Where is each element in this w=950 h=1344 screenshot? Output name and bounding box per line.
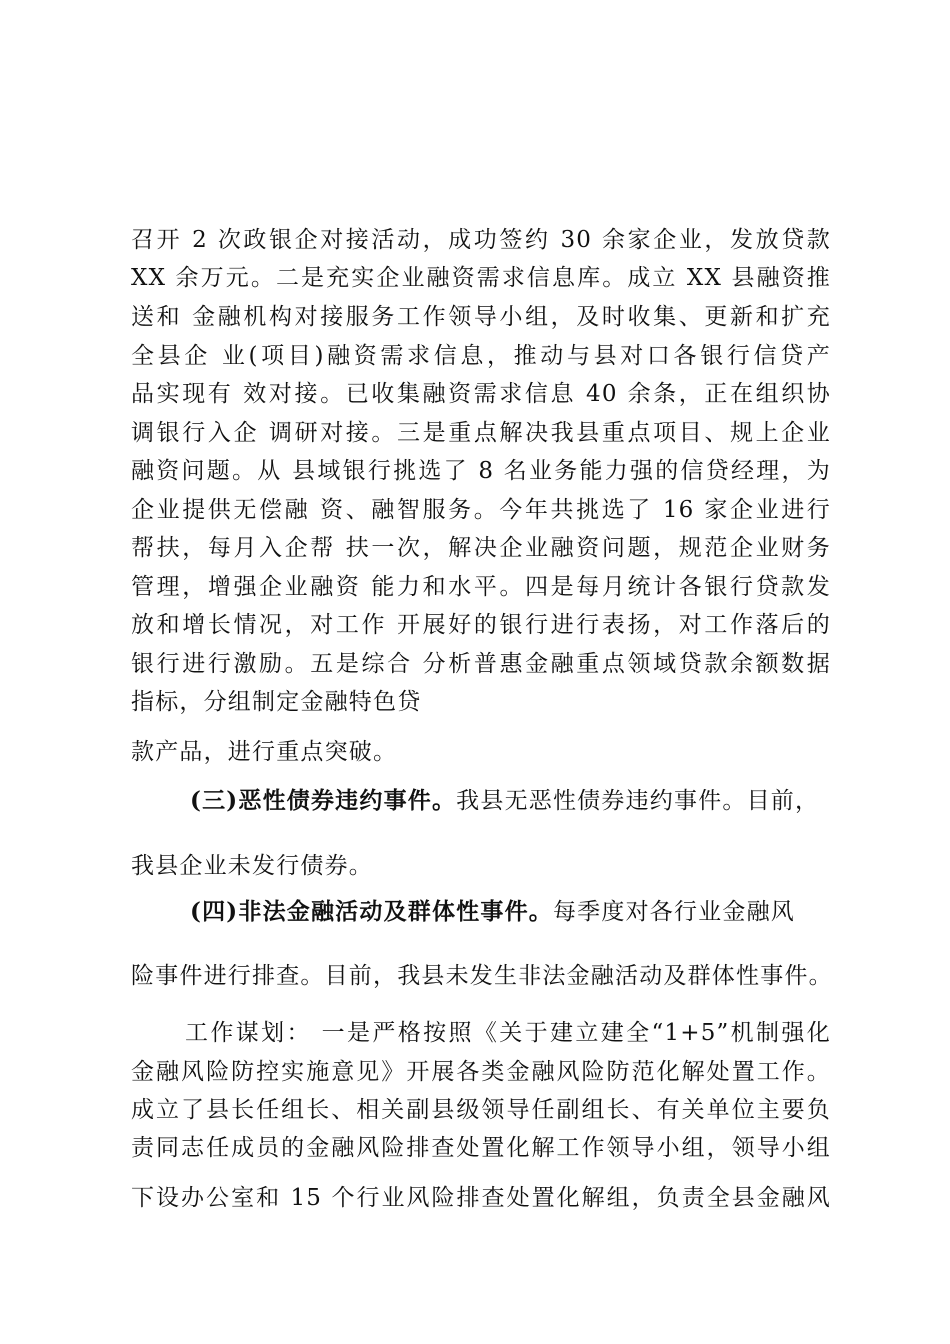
paragraph-1-line-8: 企业提供无偿融 资、融智服务。今年共挑选了 16 家企业进行 — [131, 497, 831, 523]
section-3-heading: (三)恶性债券违约事件。 — [190, 787, 457, 814]
paragraph-1-line-7: 融资问题。从 县域银行挑选了 8 名业务能力强的信贷经理，为 — [131, 458, 831, 484]
paragraph-1-tail: 款产品，进行重点突破。 — [131, 739, 398, 765]
section-4-line-2: 险事件进行排查。目前，我县未发生非法金融活动及群体性事件。 — [131, 963, 833, 989]
work-plan-line-4: 责同志任成员的金融风险排查处置化解工作领导小组，领导小组 — [131, 1135, 831, 1161]
paragraph-1-line-13: 指标，分组制定金融特色贷 — [131, 689, 422, 715]
paragraph-1-line-11: 放和增长情况，对工作 开展好的银行进行表扬，对工作落后的 — [131, 612, 831, 638]
work-plan-line-2: 金融风险防控实施意见》开展各类金融风险防范化解处置工作。 — [131, 1059, 831, 1085]
paragraph-1-line-9: 帮扶，每月入企帮 扶一次，解决企业融资问题，规范企业财务 — [131, 535, 831, 561]
work-plan-line-5: 下设办公室和 15 个行业风险排查处置化解组，负责全县金融风 — [131, 1185, 831, 1211]
paragraph-1-line-12: 银行进行激励。五是综合 分析普惠金融重点领域贷款余额数据 — [131, 651, 831, 677]
paragraph-1-line-4: 全县企 业(项目)融资需求信息，推动与县对口各银行信贷产 — [131, 343, 831, 369]
section-3-line-2: 我县企业未发行债券。 — [131, 853, 373, 879]
paragraph-1-line-3: 送和 金融机构对接服务工作领导小组，及时收集、更新和扩充 — [131, 304, 831, 330]
section-3-line-1 — [190, 786, 830, 816]
work-plan-line-3: 成立了县长任组长、相关副县级领导任副组长、有关单位主要负 — [131, 1097, 831, 1123]
paragraph-1-line-6: 调银行入企 调研对接。三是重点解决我县重点项目、规上企业 — [131, 420, 831, 446]
section-4-line-1 — [190, 897, 830, 927]
work-plan-line-1: 工作谋划： 一是严格按照《关于建立建全“1+5”机制强化 — [185, 1020, 831, 1046]
section-4-heading: (四)非法金融活动及群体性事件。 — [190, 898, 553, 925]
section-3-text: 我县无恶性债券违约事件。目前， — [456, 788, 820, 814]
paragraph-1-line-1: 召开 2 次政银企对接活动，成功签约 30 余家企业，发放贷款 — [131, 227, 831, 253]
paragraph-1-line-5: 品实现有 效对接。已收集融资需求信息 40 余条，正在组织协 — [131, 381, 831, 407]
section-4-text: 每季度对各行业金融风 — [552, 899, 795, 925]
paragraph-1-line-10: 管理，增强企业融资 能力和水平。四是每月统计各银行贷款发 — [131, 574, 831, 600]
paragraph-1-line-2: XX 余万元。二是充实企业融资需求信息库。成立 XX 县融资推 — [131, 265, 831, 291]
